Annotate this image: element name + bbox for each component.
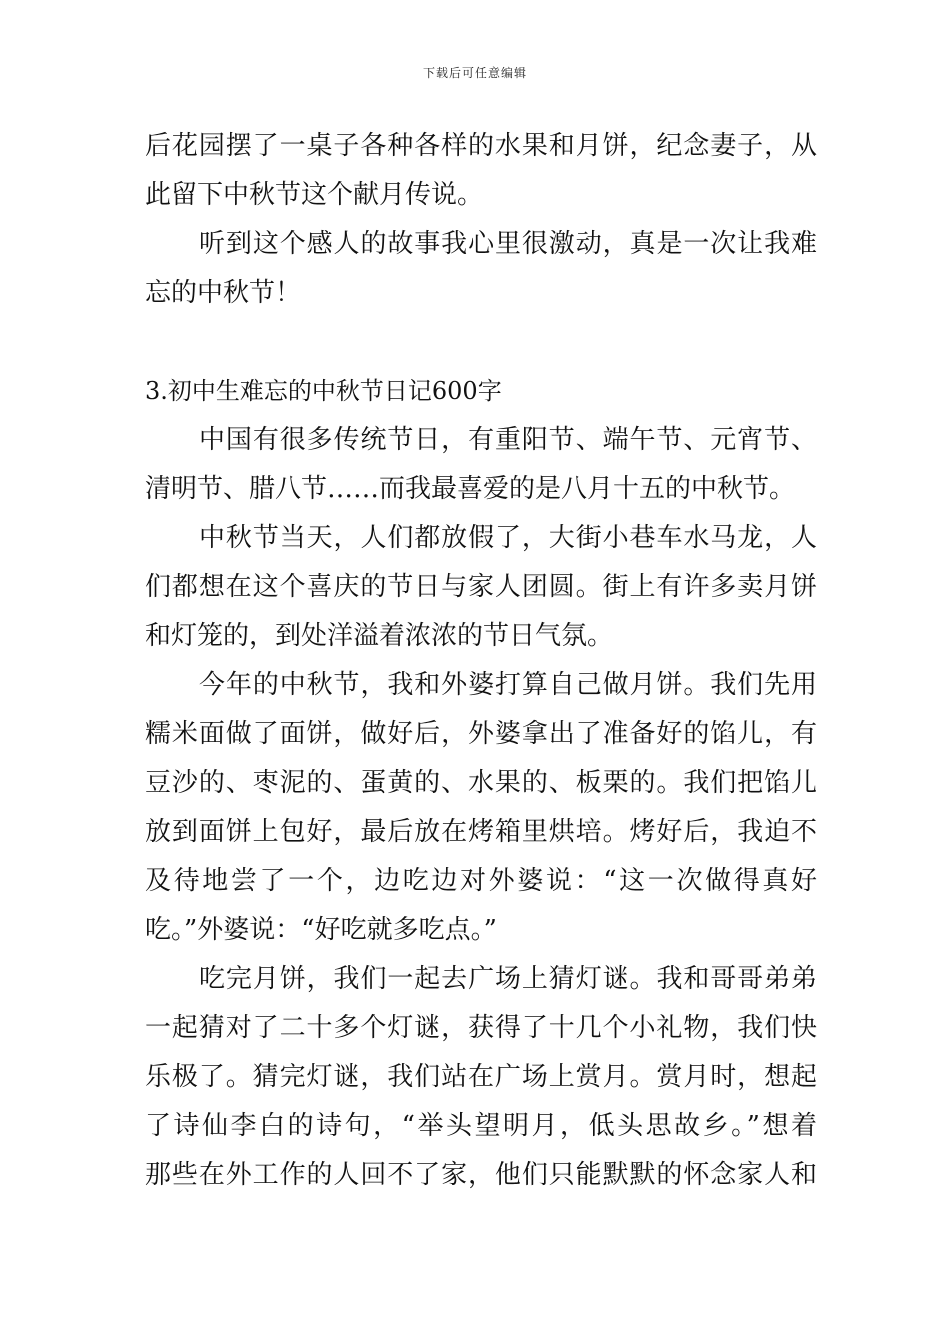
paragraph-line: 那些在外工作的人回不了家，他们只能默默的怀念家人和 (145, 1160, 817, 1190)
paragraph-line: 后花园摆了一桌子各种各样的水果和月饼，纪念妻子，从 (145, 131, 817, 161)
paragraph-line: 今年的中秋节，我和外婆打算自己做月饼。我们先用 (199, 670, 817, 700)
paragraph-line: 吃。”外婆说：“好吃就多吃点。” (145, 915, 497, 945)
paragraph (145, 122, 817, 220)
paragraph-line: 了诗仙李白的诗句，“举头望明月，低头思故乡。”想着 (145, 1111, 817, 1141)
paragraph-line: 和灯笼的，到处洋溢着浓浓的节日气氛。 (145, 621, 614, 651)
paragraph-line: 忘的中秋节！ (145, 278, 302, 308)
paragraph (145, 220, 817, 318)
paragraph-line: 此留下中秋节这个献月传说。 (145, 180, 484, 210)
paragraph-line: 放到面饼上包好，最后放在烤箱里烘培。烤好后，我迫不 (145, 817, 817, 847)
paragraph-line: 们都想在这个喜庆的节日与家人团圆。街上有许多卖月饼 (145, 572, 817, 602)
paragraph-line: 中国有很多传统节日，有重阳节、端午节、元宵节、 (199, 425, 817, 455)
paragraph-line: 糯米面做了面饼，做好后，外婆拿出了准备好的馅儿，有 (145, 719, 817, 749)
paragraph (145, 661, 817, 955)
paragraph-line: 听到这个感人的故事我心里很激动，真是一次让我难 (199, 229, 817, 259)
paragraph-line: 吃完月饼，我们一起去广场上猜灯谜。我和哥哥弟弟 (199, 964, 817, 994)
paragraph-line: 一起猜对了二十多个灯谜，获得了十几个小礼物，我们快 (145, 1013, 817, 1043)
paragraph (145, 955, 817, 1200)
paragraph-line: 清明节、腊八节……而我最喜爱的是八月十五的中秋节。 (145, 474, 796, 504)
paragraph (145, 416, 817, 514)
paragraph-line: 中秋节当天，人们都放假了，大街小巷车水马龙，人 (199, 523, 817, 553)
page-header-note: 下载后可任意编辑 (422, 66, 527, 80)
spacer (145, 318, 817, 367)
paragraph-line: 及待地尝了一个，边吃边对外婆说：“这一次做得真好 (145, 866, 817, 896)
document-body (145, 122, 817, 1200)
section-title: 3.初中生难忘的中秋节日记600字 (145, 377, 502, 405)
paragraph-line: 乐极了。猜完灯谜，我们站在广场上赏月。赏月时，想起 (145, 1062, 817, 1092)
paragraph (145, 514, 817, 661)
paragraph-line: 豆沙的、枣泥的、蛋黄的、水果的、板栗的。我们把馅儿 (145, 768, 817, 798)
